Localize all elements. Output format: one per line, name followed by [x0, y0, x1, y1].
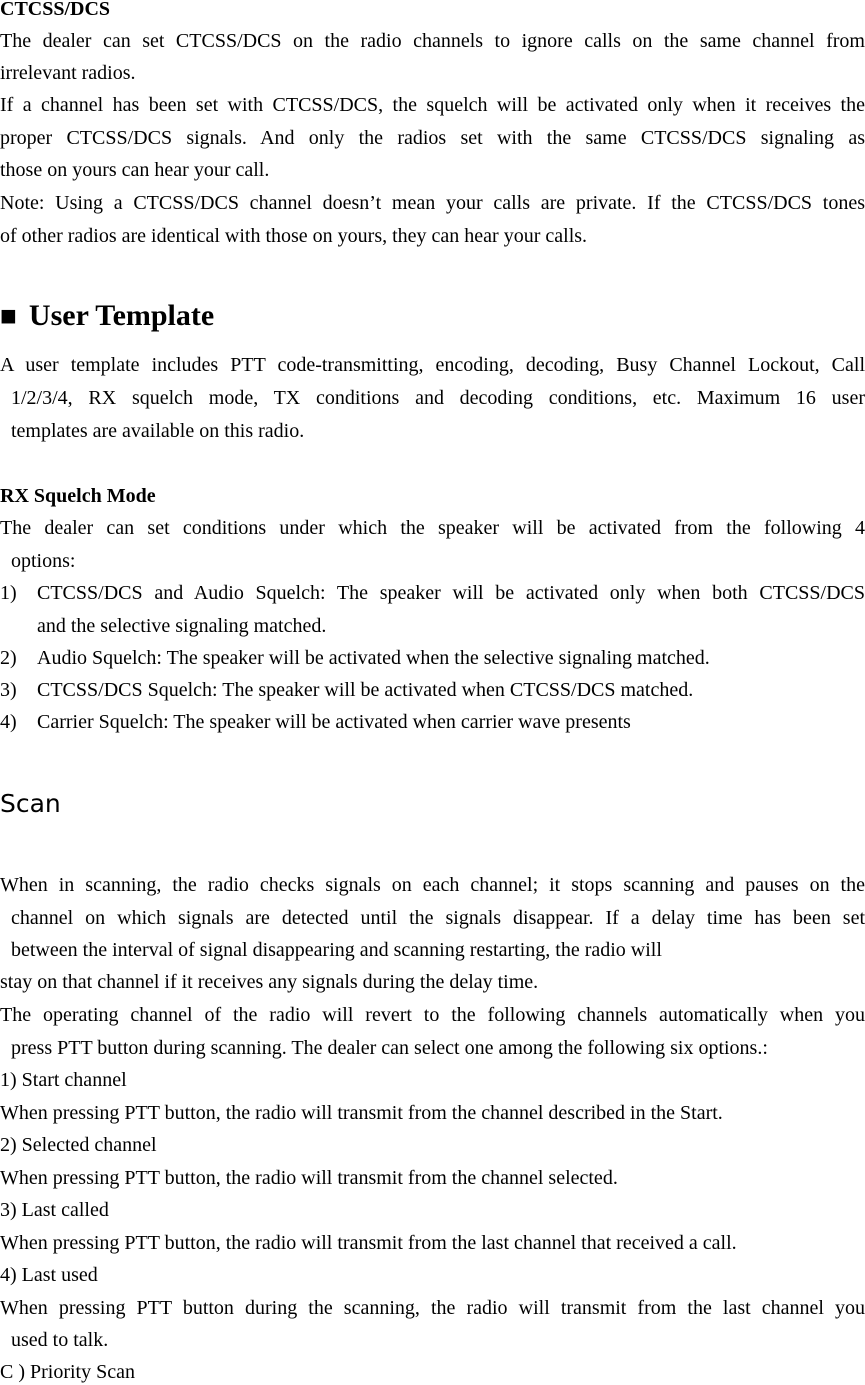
scan-option-title: 1) Start channel [0, 1069, 127, 1091]
scan-paragraph-line: press PTT button during scanning. The dealer can select one among the following six options.: [11, 1037, 768, 1059]
ctcss-paragraph-line: irrelevant radios. [0, 62, 136, 84]
user-template-paragraph-line: templates are available on this radio. [11, 420, 305, 442]
scan-option-title: 4) Last used [0, 1264, 98, 1286]
rx-squelch-intro-line: options: [11, 550, 76, 572]
rx-squelch-heading: RX Squelch Mode [0, 485, 156, 507]
ctcss-paragraph-line: those on yours can hear your call. [0, 159, 270, 181]
ctcss-heading: CTCSS/DCS [0, 0, 111, 20]
list-item-text: CTCSS/DCS and Audio Squelch: The speaker will be activated only when both CTCSS/DCS [37, 582, 865, 604]
list-number: 2) [0, 647, 17, 669]
ctcss-note-line: Note: Using a CTCSS/DCS channel doesn’t mean your calls are private. If the CTCSS/DCS tones [0, 192, 865, 214]
scan-paragraph-line: The operating channel of the radio will revert to the following channels automatically when you [0, 1004, 865, 1026]
ctcss-paragraph-line: proper CTCSS/DCS signals. And only the radios set with the same CTCSS/DCS signaling as [0, 127, 865, 149]
scan-paragraph-line: channel on which signals are detected until the signals disappear. If a delay time has been set [11, 907, 865, 929]
scan-option-title: 2) Selected channel [0, 1134, 157, 1156]
scan-option-description: When pressing PTT button during the scanning, the radio will transmit from the last channel you [0, 1297, 865, 1319]
scan-option-title: 3) Last called [0, 1199, 109, 1221]
list-number: 3) [0, 679, 17, 701]
list-item-text: and the selective signaling matched. [37, 615, 327, 637]
ctcss-paragraph-line: If a channel has been set with CTCSS/DCS, the squelch will be activated only when it receives the [0, 94, 865, 116]
list-number: 4) [0, 711, 17, 733]
user-template-heading [0, 298, 865, 335]
square-bullet-icon: ■ [0, 301, 17, 332]
user-template-paragraph-line: 1/2/3/4, RX squelch mode, TX conditions and decoding conditions, etc. Maximum 16 user [11, 387, 865, 409]
list-item-text: Carrier Squelch: The speaker will be activated when carrier wave presents [37, 711, 631, 733]
scan-paragraph-line: stay on that channel if it receives any signals during the delay time. [0, 971, 539, 993]
rx-squelch-intro-line: The dealer can set conditions under which the speaker will be activated from the following 4 [0, 517, 865, 539]
list-number: 1) [0, 582, 17, 604]
ctcss-note-line: of other radios are identical with those on yours, they can hear your calls. [0, 225, 588, 247]
list-item-text: CTCSS/DCS Squelch: The speaker will be activated when CTCSS/DCS matched. [37, 679, 694, 701]
scan-option-description: When pressing PTT button, the radio will transmit from the channel selected. [0, 1167, 618, 1189]
scan-option-description: used to talk. [11, 1329, 109, 1351]
user-template-paragraph-line: A user template includes PTT code-transmitting, encoding, decoding, Busy Channel Lockout, Call [0, 354, 865, 376]
scan-heading: Scan [0, 789, 61, 818]
scan-paragraph-line: between the interval of signal disappearing and scanning restarting, the radio will [11, 939, 662, 961]
scan-paragraph-line: When in scanning, the radio checks signals on each channel; it stops scanning and pauses on the [0, 874, 865, 896]
user-template-title: User Template [28, 299, 215, 332]
scan-option-description: When pressing PTT button, the radio will transmit from the last channel that received a call. [0, 1232, 737, 1254]
ctcss-paragraph-line: The dealer can set CTCSS/DCS on the radio channels to ignore calls on the same channel from [0, 30, 865, 52]
priority-scan-label: C ) Priority Scan [0, 1361, 135, 1383]
scan-option-description: When pressing PTT button, the radio will transmit from the channel described in the Start. [0, 1102, 723, 1124]
list-item-text: Audio Squelch: The speaker will be activated when the selective signaling matched. [37, 647, 710, 669]
